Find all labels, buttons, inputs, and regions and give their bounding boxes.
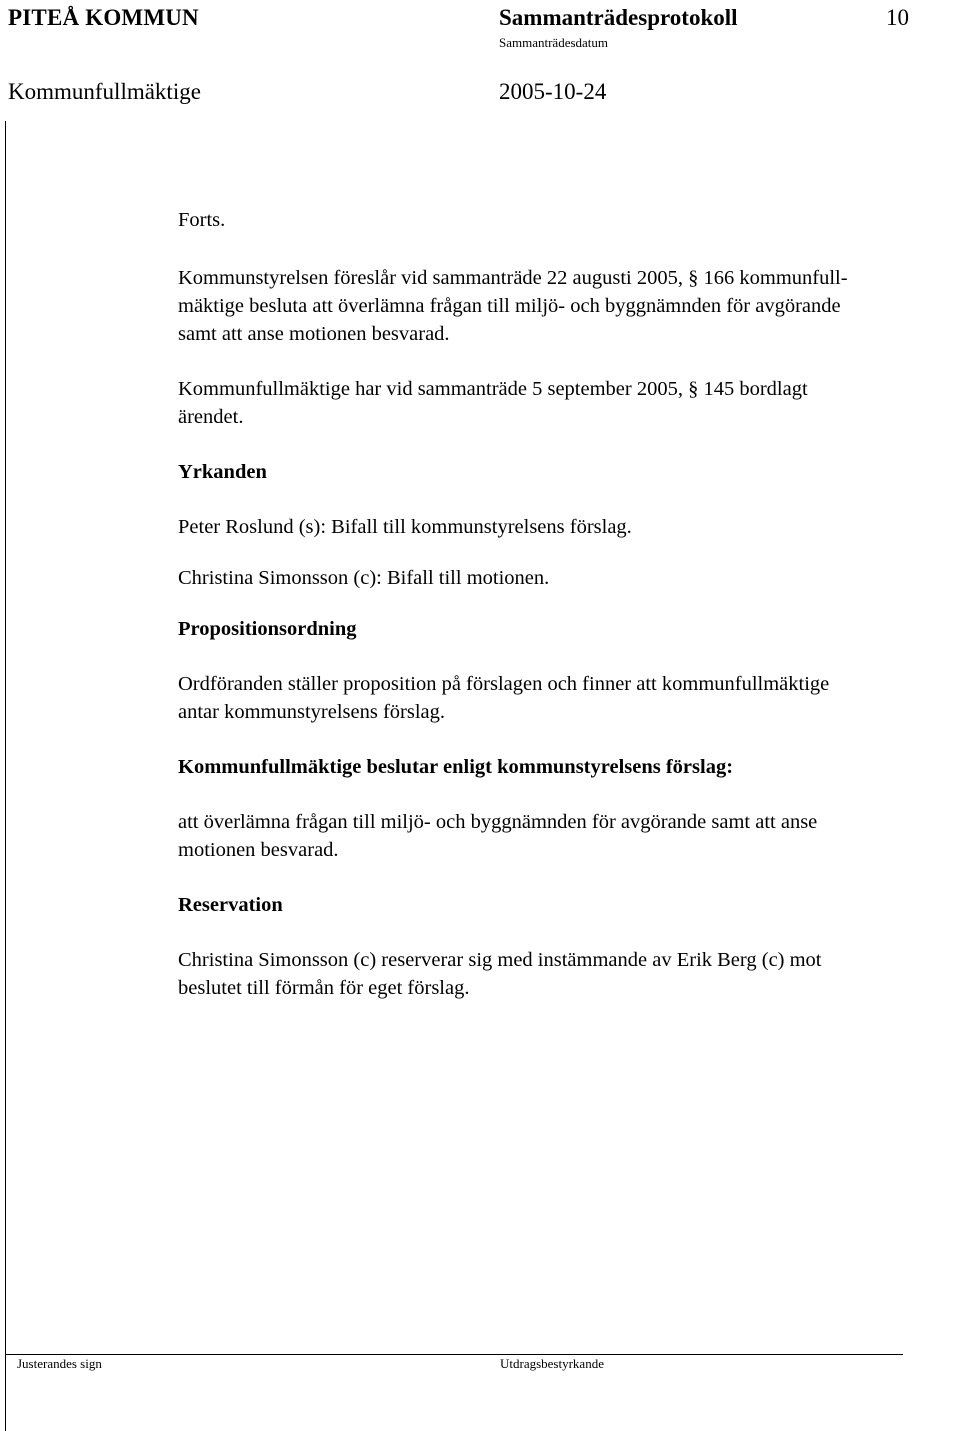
paragraph-ks-line-3: samt att anse motionen besvarad.: [178, 323, 450, 345]
reservation-line-1: Christina Simonsson (c) reserverar sig med instämmande av Erik Berg (c) mot: [178, 949, 822, 971]
yrkande-simonsson: Christina Simonsson (c): Bifall till motionen.: [178, 567, 550, 589]
proposition-line-2: antar kommunstyrelsens förslag.: [178, 701, 446, 723]
page-number: 10: [886, 5, 909, 30]
paragraph-ks-line-2: mäktige besluta att överlämna frågan till miljö- och byggnämnden för avgörande: [178, 295, 841, 317]
heading-propositionsordning: Propositionsordning: [178, 618, 357, 640]
margin-line: [5, 121, 6, 1431]
beslut-line-1: att överlämna frågan till miljö- och byggnämnden för avgörande samt att anse: [178, 811, 818, 833]
paragraph-kf-line-1: Kommunfullmäktige har vid sammanträde 5 september 2005, § 145 bordlagt: [178, 378, 808, 400]
heading-beslut: Kommunfullmäktige beslutar enligt kommunstyrelsens förslag:: [178, 756, 734, 778]
protocol-body: [178, 206, 958, 1002]
footer-rule: [5, 1354, 903, 1355]
paragraph-kf-line-2: ärendet.: [178, 406, 244, 428]
document-type: Sammanträdesprotokoll: [499, 5, 738, 30]
meeting-date-label: Sammanträdesdatum: [499, 35, 609, 50]
meeting-date: 2005-10-24: [499, 79, 607, 104]
yrkande-roslund: Peter Roslund (s): Bifall till kommunstyrelsens förslag.: [178, 516, 632, 538]
adjuster-signature-label: Justerandes sign: [17, 1356, 102, 1371]
heading-reservation: Reservation: [178, 894, 283, 916]
beslut-line-2: motionen besvarad.: [178, 839, 339, 861]
continued-label: Forts.: [178, 209, 226, 231]
extract-certification-label: Utdragsbestyrkande: [500, 1356, 604, 1371]
paragraph-ks-line-1: Kommunstyrelsen föreslår vid sammanträde 22 augusti 2005, § 166 kommunfull-: [178, 267, 848, 289]
organization-name: PITEÅ KOMMUN: [8, 5, 199, 30]
reservation-line-2: beslutet till förmån för eget förslag.: [178, 977, 470, 999]
proposition-line-1: Ordföranden ställer proposition på förslagen och finner att kommunfullmäktige: [178, 673, 830, 695]
heading-yrkanden: Yrkanden: [178, 461, 267, 483]
governing-body: Kommunfullmäktige: [8, 79, 201, 104]
